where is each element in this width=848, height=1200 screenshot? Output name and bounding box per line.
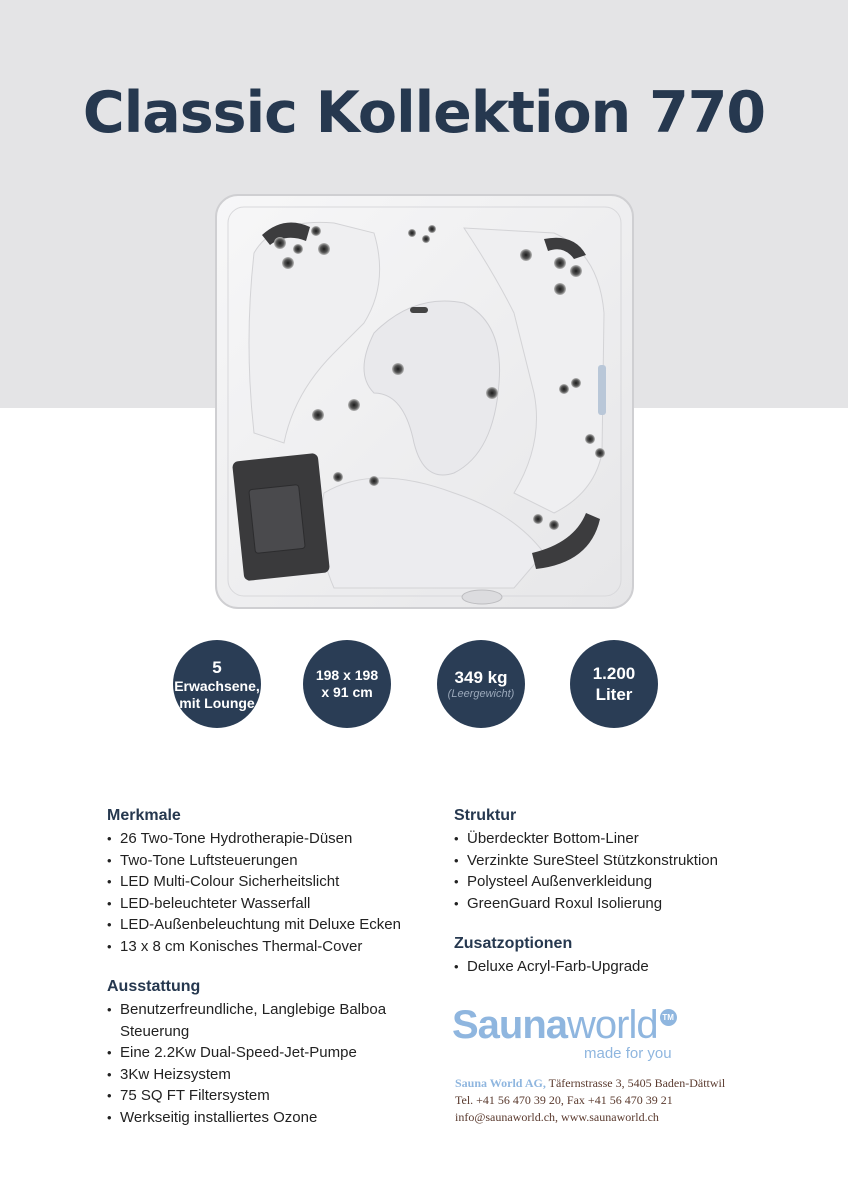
volume-unit: Liter [595, 685, 633, 704]
struktur-heading: Struktur [454, 807, 517, 824]
company-name: Sauna World AG, [455, 1076, 546, 1090]
list-item: • Deluxe Acryl-Farb-Upgrade [454, 956, 784, 978]
list-item: • LED-beleuchteter Wasserfall [107, 893, 437, 915]
logo-light: world [567, 1003, 658, 1047]
volume-value: 1.200 [592, 664, 636, 683]
left-column [107, 806, 437, 1128]
contact-info [455, 1075, 785, 1126]
list-item: • Verzinkte SureSteel Stützkonstruktion [454, 850, 784, 872]
capacity-lounge: mit Lounge [179, 694, 255, 711]
zusatz-list [454, 956, 784, 978]
list-item: • 3Kw Heizsystem [107, 1064, 437, 1086]
dimensions-line1: 198 x 198 [315, 667, 379, 683]
saunaworld-logo [452, 1003, 712, 1069]
weight-badge [437, 640, 525, 728]
list-item: • 13 x 8 cm Konisches Thermal-Cover [107, 936, 437, 958]
list-item: • LED-Außenbeleuchtung mit Deluxe Ecken [107, 914, 437, 936]
logo-bold: Sauna [452, 1003, 568, 1047]
list-item: • LED Multi-Colour Sicherheitslicht [107, 871, 437, 893]
ausstattung-list [107, 999, 437, 1128]
ausstattung-heading: Ausstattung [107, 978, 201, 995]
list-item: • Two-Tone Luftsteuerungen [107, 850, 437, 872]
list-item: • 75 SQ FT Filtersystem [107, 1085, 437, 1107]
merkmale-heading: Merkmale [107, 807, 181, 824]
volume-badge [570, 640, 658, 728]
trademark-icon: TM [660, 1009, 677, 1026]
list-item: • Werkseitig installiertes Ozone [107, 1107, 437, 1129]
list-item: • Benutzerfreundliche, Langlebige Balboa Steuerung [107, 999, 417, 1042]
list-item: • GreenGuard Roxul Isolierung [454, 893, 784, 915]
hot-tub-illustration [214, 193, 635, 610]
logo-tagline: made for you [584, 1045, 672, 1062]
page-title: Classic Kollektion 770 [82, 80, 766, 146]
list-item: • Eine 2.2Kw Dual-Speed-Jet-Pumpe [107, 1042, 437, 1064]
zusatz-heading: Zusatzoptionen [454, 935, 573, 952]
capacity-label: Erwachsene, [174, 677, 260, 694]
weight-value: 349 kg [454, 668, 508, 687]
weight-note: (Leergewicht) [447, 688, 515, 700]
merkmale-list [107, 828, 437, 957]
email-web: info@saunaworld.ch, www.saunaworld.ch [455, 1110, 659, 1124]
company-address: Täfernstrasse 3, 5405 Baden-Dättwil [545, 1076, 726, 1090]
capacity-number: 5 [212, 657, 222, 677]
list-item: • 26 Two-Tone Hydrotherapie-Düsen [107, 828, 437, 850]
dimensions-line2: x 91 cm [321, 684, 373, 700]
struktur-list [454, 828, 784, 914]
capacity-badge [173, 640, 261, 728]
list-item: • Polysteel Außenverkleidung [454, 871, 784, 893]
list-item: • Überdeckter Bottom-Liner [454, 828, 784, 850]
hot-tub-image [214, 193, 635, 610]
spec-circles [0, 640, 848, 730]
right-column [454, 806, 784, 978]
phone-fax: Tel. +41 56 470 39 20, Fax +41 56 470 39 21 [455, 1093, 673, 1107]
dimensions-badge [303, 640, 391, 728]
